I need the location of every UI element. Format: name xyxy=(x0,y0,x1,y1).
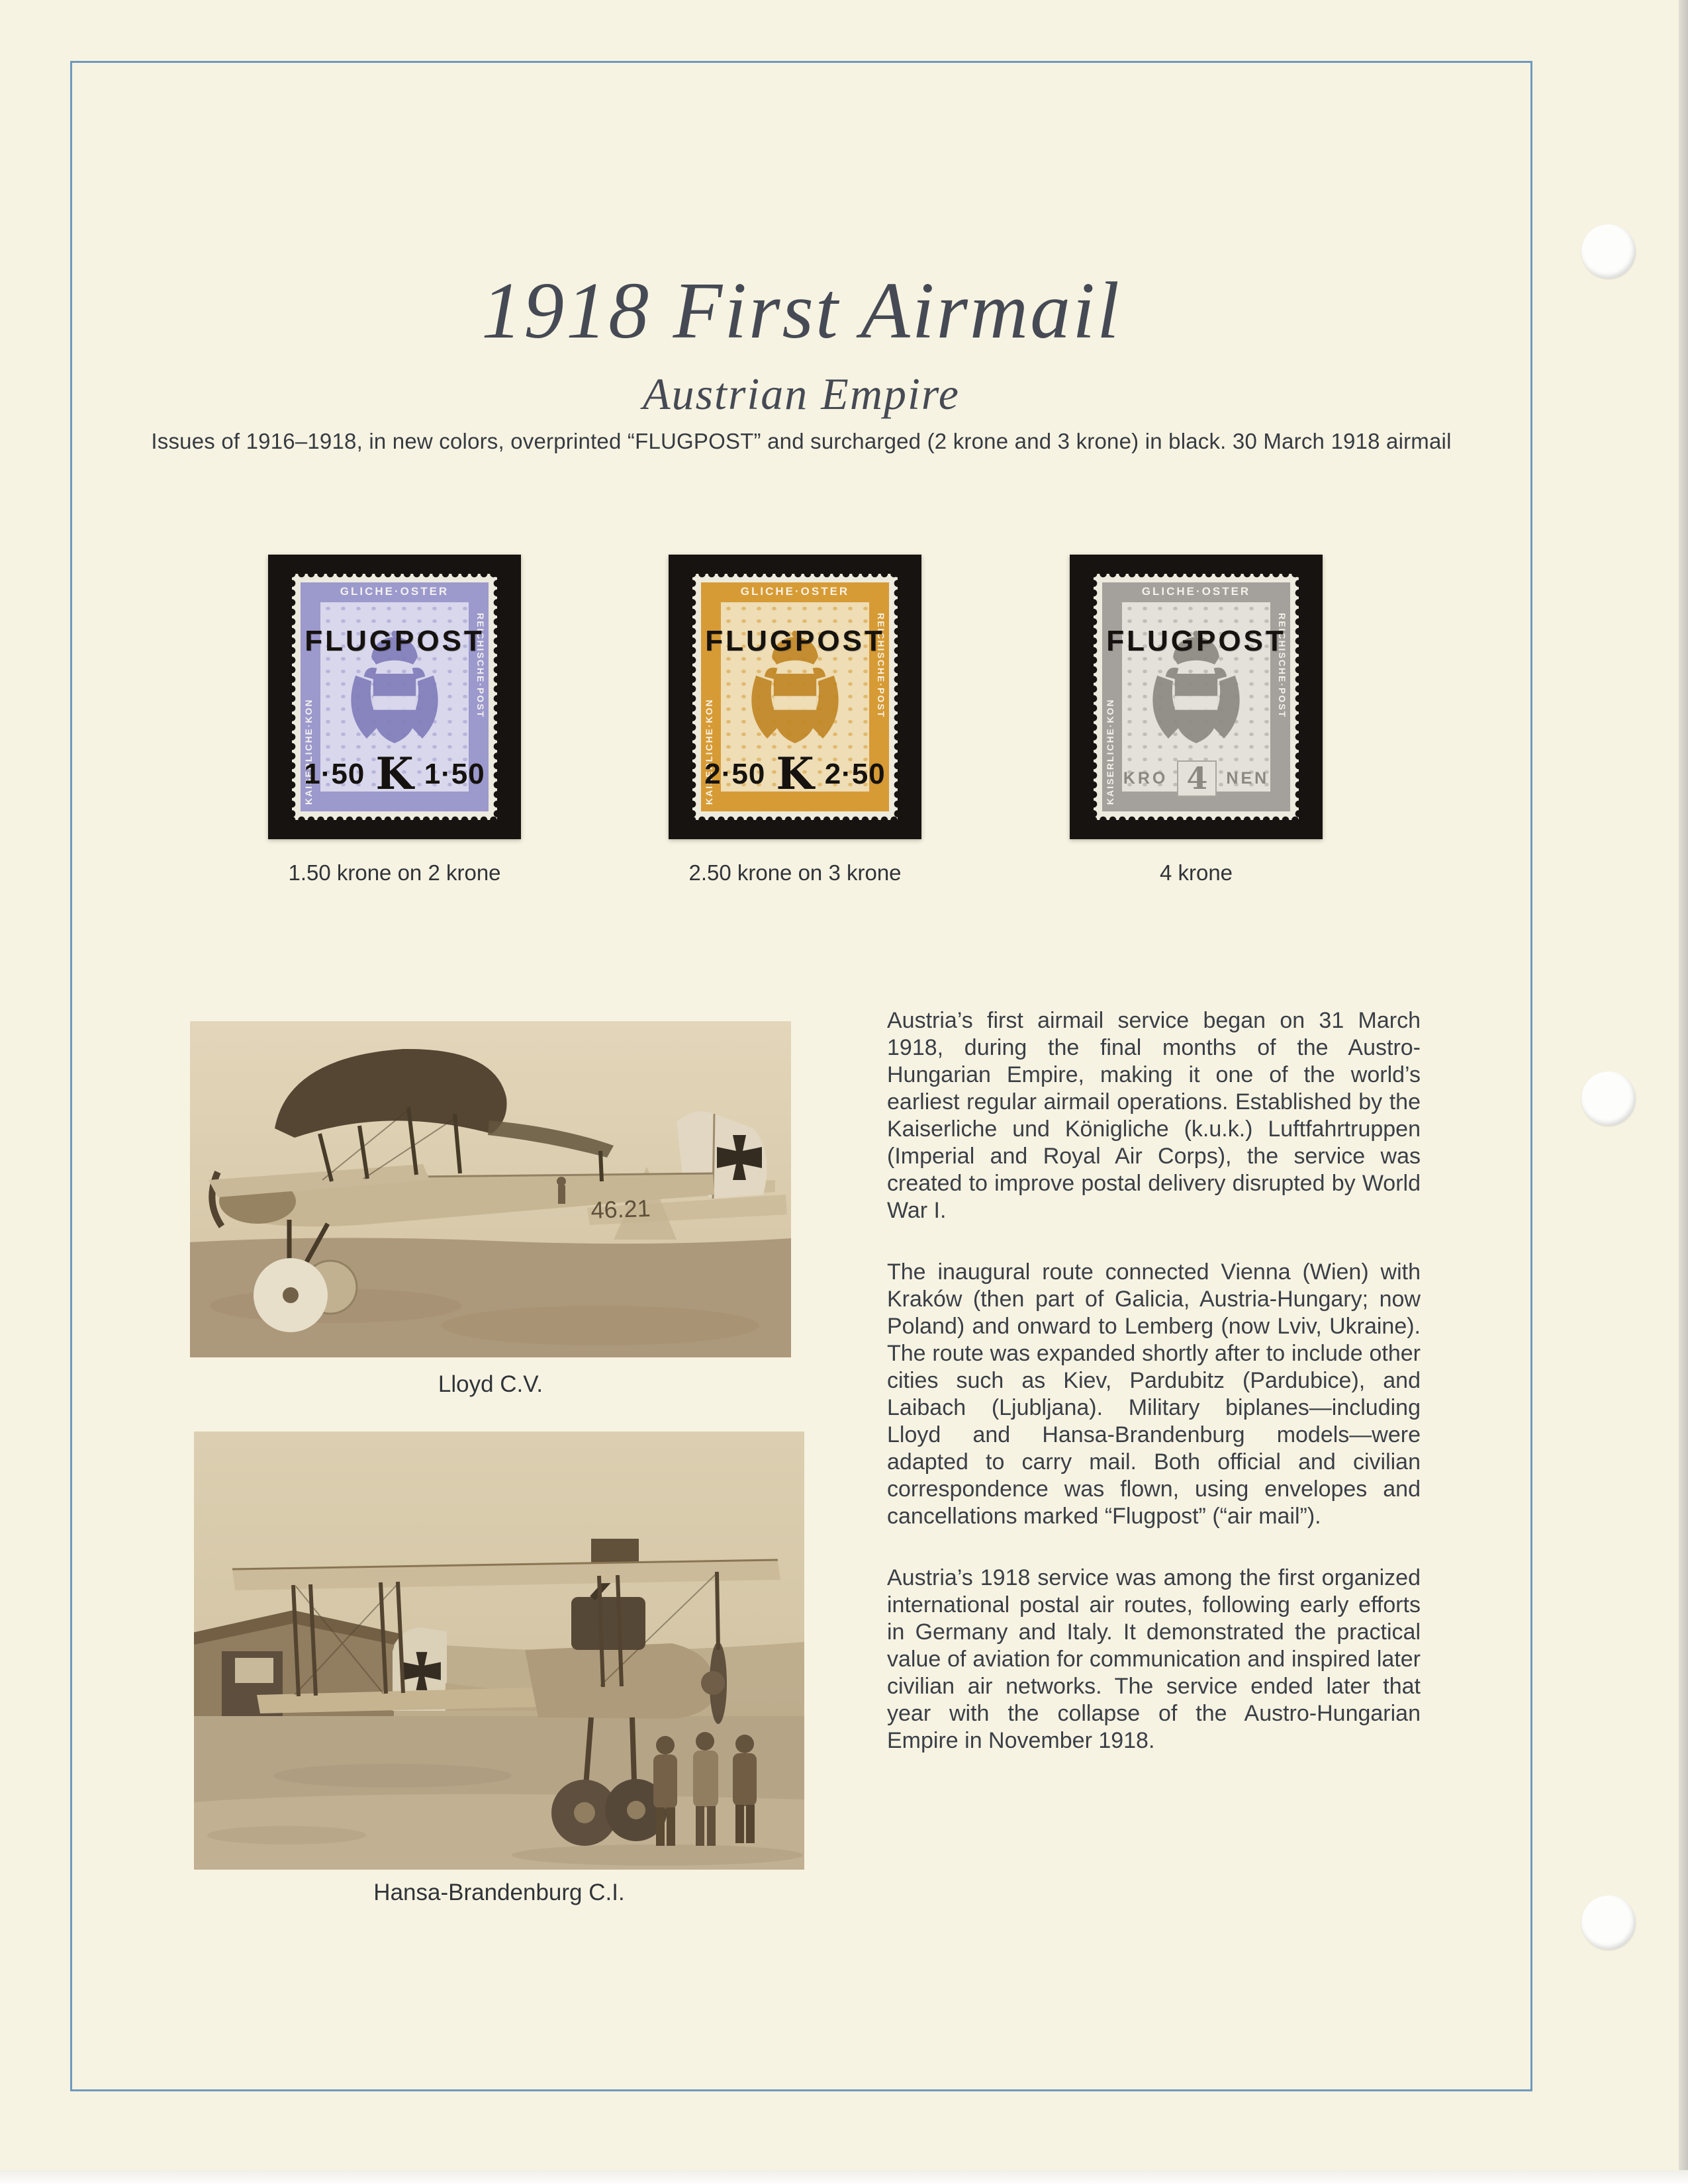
perforation-edge xyxy=(1089,569,1098,825)
scan-edge-bottom xyxy=(0,2170,1688,2184)
binder-hole-middle xyxy=(1581,1071,1636,1126)
perforation-edge xyxy=(287,815,502,825)
photo-lloyd-cv xyxy=(190,1021,791,1357)
denomination-value: 4 xyxy=(1177,760,1217,797)
perforation-edge xyxy=(688,569,902,578)
flugpost-overprint: FLUGPOST xyxy=(1106,625,1286,657)
denomination-text: NEN xyxy=(1226,769,1270,788)
binder-hole-top xyxy=(1581,224,1636,279)
surcharge-band xyxy=(301,748,489,800)
stamp-border-text-left: KAISERLICHE·KON xyxy=(704,698,714,805)
stamp-mount-2 xyxy=(669,555,921,839)
perforation-edge xyxy=(287,569,297,825)
paragraph-route: The inaugural route connected Vienna (Wien) with Kraków (then part of Galicia, Austria-Hungary; now Poland) and onward to Lemberg (now Lviv, Ukraine). The route was expanded shortly after to include other cities such as Kiev, Pardubitz (Pardubice), and Laibach (Ljubljana). Military biplanes—including Lloyd and Hansa-Brandenburg models—were adapted to carry mail. Both official and civilian correspondence was flown, using envelopes and cancellations marked “Flugpost” (“air mail”). xyxy=(887,1259,1421,1529)
page-title: 1918 First Airmail xyxy=(481,266,1121,355)
perforation-edge xyxy=(893,569,902,825)
photo-caption-hansa: Hansa-Brandenburg C.I. xyxy=(373,1880,625,1905)
stamp-design xyxy=(701,582,889,811)
stamp-caption-2: 2.50 krone on 3 krone xyxy=(688,860,902,885)
perforation-edge xyxy=(688,569,697,825)
surcharge-value: 2·50 xyxy=(824,757,886,790)
denomination-band xyxy=(1102,760,1290,797)
stamp-border-text-top: GLICHE·OSTER xyxy=(740,585,850,598)
surcharge-value: 1·50 xyxy=(424,757,485,790)
stamp-4-krone xyxy=(1094,574,1299,820)
surcharge-band xyxy=(701,748,889,800)
stamp-border-text-left: KAISERLICHE·KON xyxy=(1105,698,1115,805)
photo-hansa-brandenburg xyxy=(194,1432,804,1870)
scan-edge-right xyxy=(1679,0,1688,2184)
stamp-mount-3 xyxy=(1070,555,1323,839)
perforation-edge xyxy=(492,569,502,825)
stamp-border-text-left: KAISERLICHE·KON xyxy=(303,698,314,805)
history-text-column xyxy=(887,1007,1421,1789)
stamp-2-50-krone xyxy=(692,574,898,820)
flugpost-overprint: FLUGPOST xyxy=(305,625,485,657)
stamp-caption-1: 1.50 krone on 2 krone xyxy=(288,860,501,885)
stamp-border-text-right: REICHISCHE·POST xyxy=(876,613,886,719)
stamp-border-text-top: GLICHE·OSTER xyxy=(340,585,449,598)
stamp-border-text-right: REICHISCHE·POST xyxy=(1277,613,1288,719)
stamp-mount-1 xyxy=(268,555,521,839)
hansa-brandenburg-illustration xyxy=(194,1432,804,1870)
page-subtitle: Austrian Empire xyxy=(643,369,960,419)
stamp-design xyxy=(301,582,489,811)
stamp-border-text-right: REICHISCHE·POST xyxy=(475,613,486,719)
surcharge-value: 2·50 xyxy=(704,757,766,790)
surcharge-currency: K xyxy=(776,748,814,800)
flugpost-overprint: FLUGPOST xyxy=(705,625,885,657)
stamp-design xyxy=(1102,582,1290,811)
paragraph-legacy: Austria’s 1918 service was among the first organized international postal air routes, following early efforts in Germany and Italy. It demonstrated the practical value of aviation for communication and inspired later civilian air networks. The service ended later that year with the collapse of the Austro-Hungarian Empire in November 1918. xyxy=(887,1565,1421,1753)
perforation-edge xyxy=(1294,569,1303,825)
photo-caption-lloyd: Lloyd C.V. xyxy=(438,1371,543,1397)
surcharge-currency: K xyxy=(375,748,414,800)
issue-description: Issues of 1916–1918, in new colors, overprinted “FLUGPOST” and surcharged (2 krone and 3 krone) in black. 30 March 1918 airmail xyxy=(151,429,1452,453)
lloyd-biplane-illustration xyxy=(190,1021,791,1357)
fuselage-marking: 46.21 xyxy=(590,1194,651,1224)
perforation-edge xyxy=(1089,815,1303,825)
perforation-edge xyxy=(1089,569,1303,578)
perforation-edge xyxy=(287,569,502,578)
denomination-text: KRO xyxy=(1123,769,1168,788)
binder-hole-bottom xyxy=(1581,1895,1636,1950)
perforation-edge xyxy=(688,815,902,825)
stamp-caption-3: 4 krone xyxy=(1159,860,1233,885)
paragraph-service-origin: Austria’s first airmail service began on 31 March 1918, during the final months of the Austro-Hungarian Empire, making it one of the world’s earliest regular airmail operations. Established by the Kaiserliche und Königliche (k.u.k.) Luftfahrtruppen (Imperial and Royal Air Corps), the service was created to improve postal delivery disrupted by World War I. xyxy=(887,1008,1421,1223)
surcharge-value: 1·50 xyxy=(304,757,365,790)
stamp-1-50-krone xyxy=(292,574,497,820)
stamp-border-text-top: GLICHE·OSTER xyxy=(1141,585,1251,598)
